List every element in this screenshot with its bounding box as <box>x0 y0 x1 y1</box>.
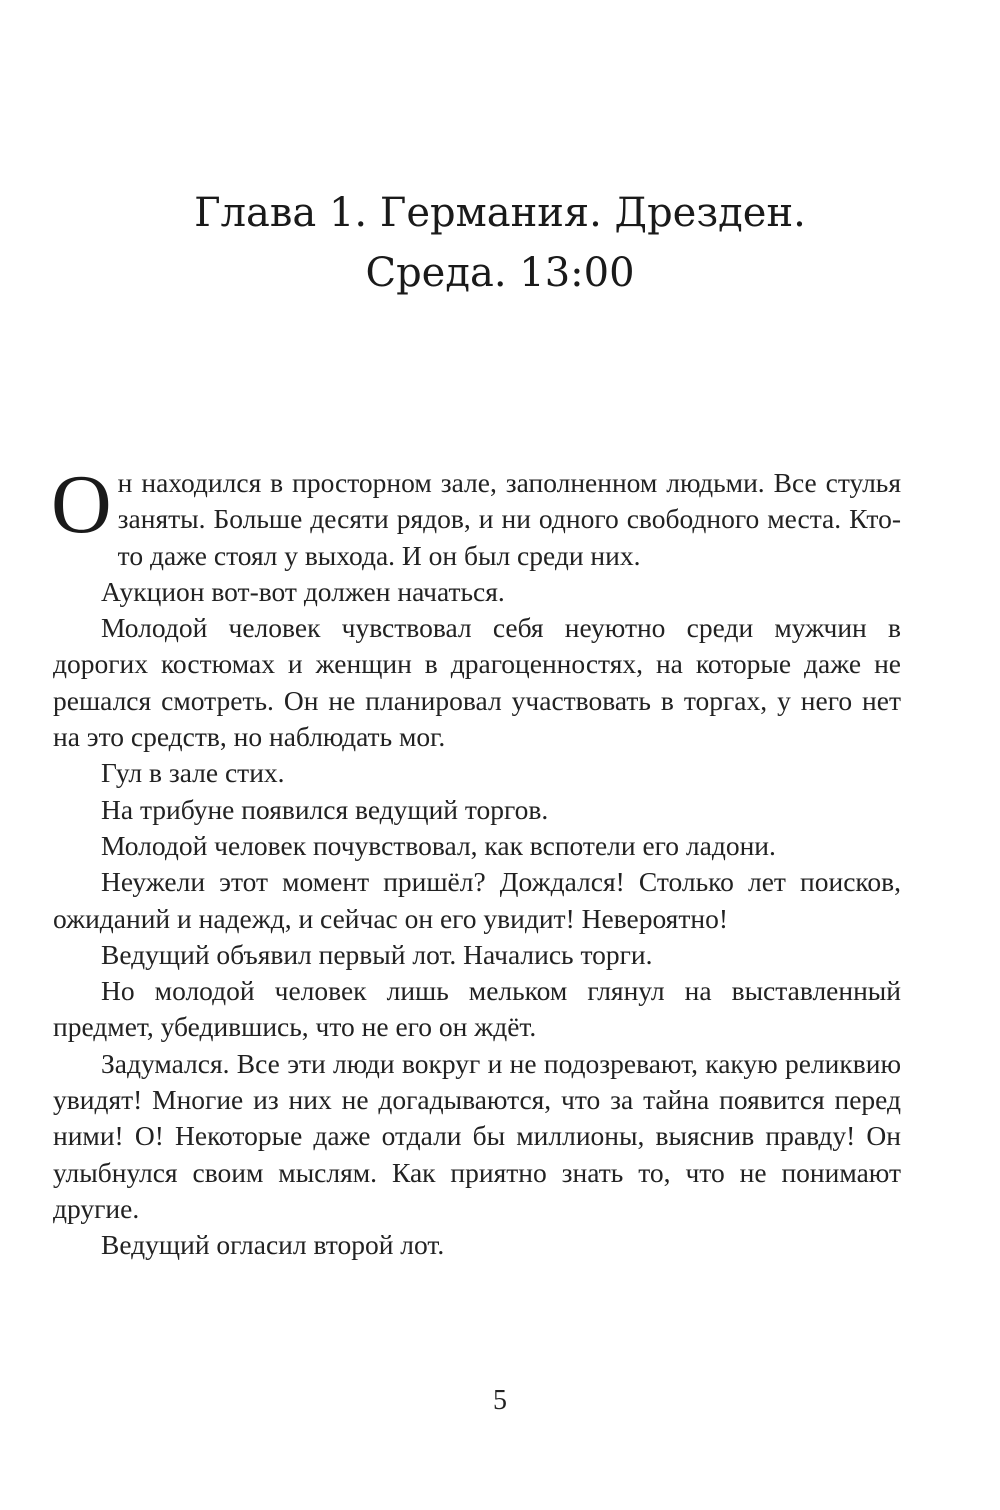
paragraph-11: Ведущий огласил второй лот. <box>101 1229 445 1261</box>
paragraph-8: Ведущий объявил первый лот. Начались торги. <box>101 938 653 970</box>
paragraph-3: Молодой человек чувствовал себя неуютно среди мужчин в дорогих костюмах и женщин в драгоценностях, на которые даже не решался смотреть. Он не планировал участвовать в торгах, у него нет на это средств, но наблюдать мог. <box>53 612 901 753</box>
drop-cap: О <box>51 458 112 551</box>
paragraph-2: Аукцион вот-вот должен начаться. <box>101 575 505 607</box>
paragraph-5: На трибуне появился ведущий торгов. <box>101 793 549 825</box>
paragraph-1 <box>51 458 901 574</box>
paragraph-4: Гул в зале стих. <box>101 757 285 789</box>
chapter-title-line-1: Глава 1. Германия. Дрезден. <box>194 190 806 236</box>
paragraph-9: Но молодой человек лишь мельком глянул на выставленный предмет, убедившись, что не его он ждёт. <box>53 975 901 1043</box>
paragraph-6: Молодой человек почувствовал, как вспотели его ладони. <box>101 829 776 861</box>
paragraph-7: Неужели этот момент пришёл? Дождался! Столько лет поисков, ожиданий и надежд, и сейчас он его увидит! Невероятно! <box>53 866 901 934</box>
page-number: 5 <box>493 1385 507 1416</box>
chapter-title-line-2: Среда. 13:00 <box>365 250 635 296</box>
paragraph-1-text: н находился в просторном зале, заполненном людьми. Все стулья заняты. Больше десяти рядов, и ни одного свободного места. Кто-то даже стоял у выхода. И он был среди них. <box>117 467 901 571</box>
paragraph-10: Задумался. Все эти люди вокруг и не подозревают, какую реликвию увидят! Многие из них не догадываются, что за тайна появится перед ними! О! Некоторые даже отдали бы миллионы, выяснив правду! Он улыбнулся своим мыслям. Как приятно знать то, что не понимают другие. <box>53 1047 901 1224</box>
chapter-title <box>0 183 1000 303</box>
chapter-body <box>51 458 901 1264</box>
